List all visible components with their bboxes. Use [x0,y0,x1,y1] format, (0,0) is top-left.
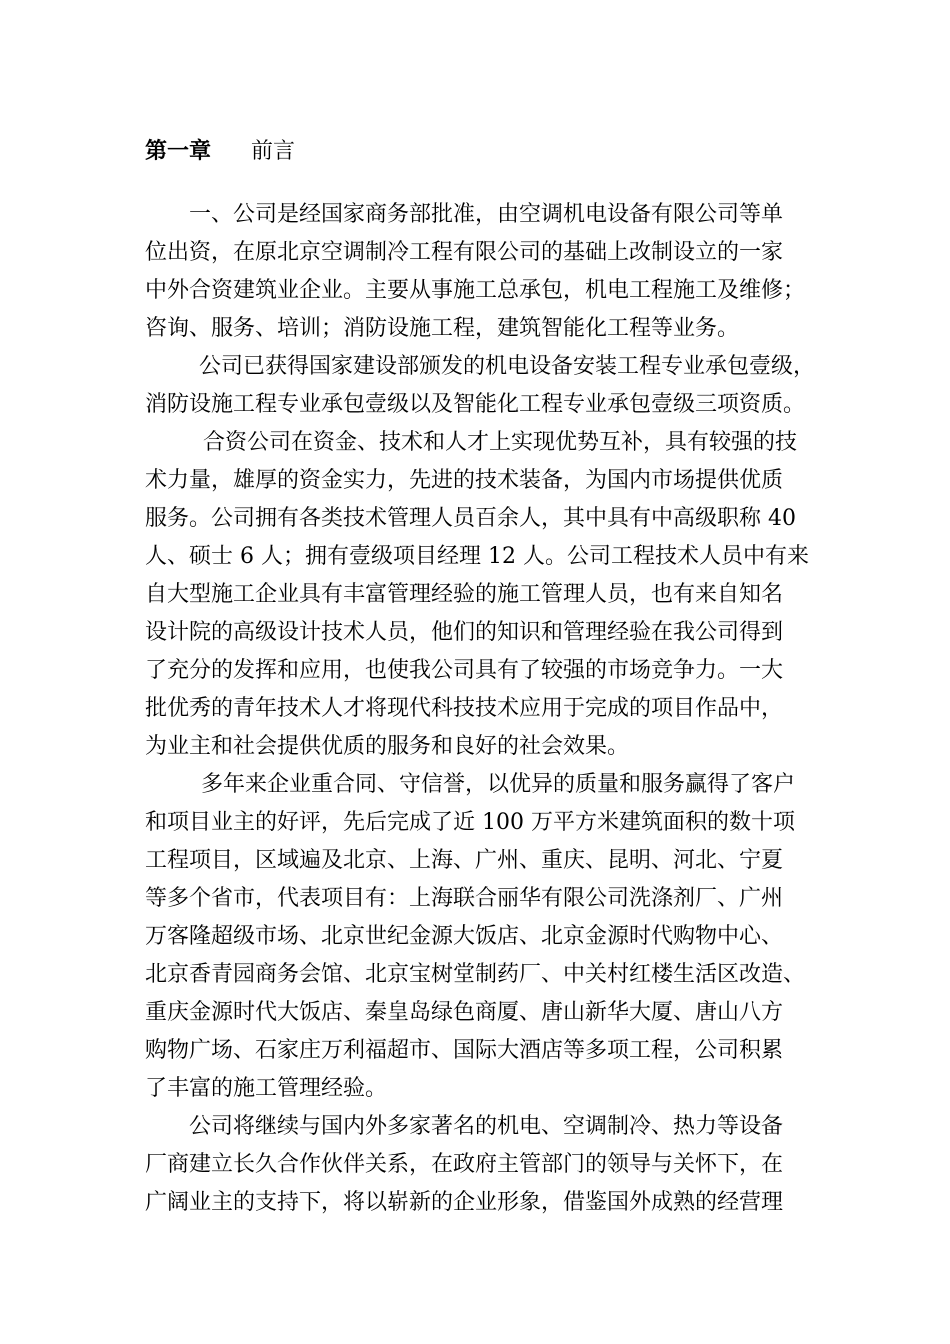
document-body [145,196,825,1222]
text-line: 合资公司在资金、技术和人才上实现优势互补，具有较强的技 [203,430,798,455]
text-line: 万客隆超级市场、北京世纪金源大饭店、北京金源时代购物中心、 [145,924,784,949]
text-line: 和项目业主的好评，先后完成了近 100 万平方米建筑面积的数十项 [145,810,795,835]
chapter-number: 第一章 [145,139,212,164]
text-line: 公司将继续与国内外多家著名的机电、空调制冷、热力等设备 [189,1114,784,1139]
text-line: 公司已获得国家建设部颁发的机电设备安装工程专业承包壹级， [199,354,816,379]
paragraph-company-intro [145,196,825,348]
text-line: 工程项目，区域遍及北京、上海、广州、重庆、昆明、河北、宁夏 [145,848,784,873]
text-line: 术力量，雄厚的资金实力，先进的技术装备，为国内市场提供优质 [145,468,784,493]
text-line: 重庆金源时代大饭店、秦皇岛绿色商厦、唐山新华大厦、唐山八方 [145,1000,784,1025]
text-line: 等多个省市，代表项目有：上海联合丽华有限公司洗涤剂厂、广州 [145,886,784,911]
chapter-title: 前言 [251,139,296,164]
text-line: 咨询、服务、培训；消防设施工程，建筑智能化工程等业务。 [145,316,740,341]
text-line: 为业主和社会提供优质的服务和良好的社会效果。 [145,734,630,759]
paragraph-strengths [145,424,825,766]
text-line: 购物广场、石家庄万利福超市、国际大酒店等多项工程，公司积累 [145,1038,784,1063]
text-line: 服务。公司拥有各类技术管理人员百余人，其中具有中高级职称 40 [145,506,796,531]
text-line: 人、硕士 6 人；拥有壹级项目经理 12 人。公司工程技术人员中有来 [145,544,809,569]
text-line: 设计院的高级设计技术人员，他们的知识和管理经验在我公司得到 [145,620,784,645]
paragraph-qualifications [145,348,825,424]
text-line: 北京香青园商务会馆、北京宝树堂制药厂、中关村红楼生活区改造、 [145,962,806,987]
paragraph-outlook [145,1108,825,1222]
text-line: 自大型施工企业具有丰富管理经验的施工管理人员，也有来自知名 [145,582,784,607]
text-line: 厂商建立长久合作伙伴关系，在政府主管部门的领导与关怀下，在 [145,1152,784,1177]
text-line: 消防设施工程专业承包壹级以及智能化工程专业承包壹级三项资质。 [145,392,806,417]
text-line: 批优秀的青年技术人才将现代科技技术应用于完成的项目作品中， [145,696,784,721]
text-line: 中外合资建筑业企业。主要从事施工总承包，机电工程施工及维修； [145,278,806,303]
text-line: 了丰富的施工管理经验。 [145,1076,388,1101]
text-line: 了充分的发挥和应用，也使我公司具有了较强的市场竞争力。一大 [145,658,784,683]
chapter-heading [145,136,295,168]
text-line: 位出资，在原北京空调制冷工程有限公司的基础上改制设立的一家 [145,240,784,265]
text-line: 广阔业主的支持下，将以崭新的企业形象，借鉴国外成熟的经营理 [145,1190,784,1215]
paragraph-projects [145,766,825,1108]
text-line: 多年来企业重合同、守信誉，以优异的质量和服务赢得了客户 [201,772,796,797]
text-line: 一、公司是经国家商务部批准，由空调机电设备有限公司等单 [189,202,784,227]
